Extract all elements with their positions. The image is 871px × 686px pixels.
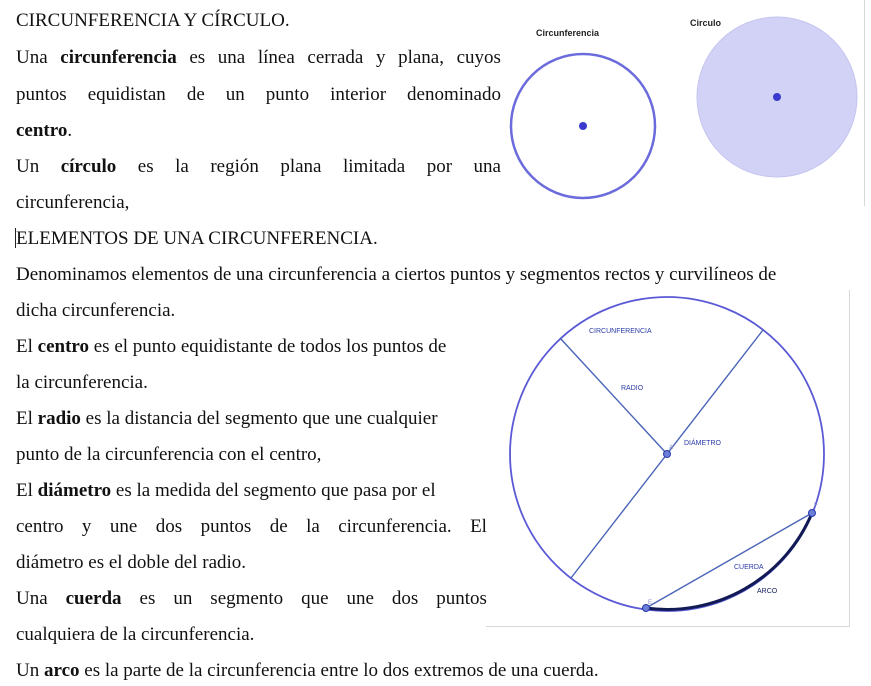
page-title: CIRCUNFERENCIA Y CÍRCULO. (16, 10, 290, 31)
cuerda-line-1: Una cuerda es un segmento que une dos puntos (16, 588, 487, 609)
label-circunferencia-2: CIRCUNFERENCIA (589, 328, 652, 335)
intro-line-4: Un círculo es la región plana limitada por una (16, 156, 501, 177)
arco-line-1: Un arco es la parte de la circunferencia entre lo dos extremos de una cuerda. (16, 660, 599, 681)
term-circunferencia: circunferencia (60, 47, 177, 68)
radio-line-1: El radio es la distancia del segmento que une cualquier (16, 408, 438, 429)
label-radio: RADIO (621, 385, 644, 392)
intro-line-1: Una circunferencia es una línea cerrada y plana, cuyos (16, 47, 501, 68)
label-circulo: Circulo (690, 18, 722, 28)
term-diametro: diámetro (37, 480, 112, 501)
intro-line-2: puntos equidistan de un punto interior denominado (16, 84, 501, 105)
radio-line-2: punto de la circunferencia con el centro, (16, 444, 322, 465)
cuerda-line-2: cualquiera de la circunferencia. (16, 624, 255, 645)
radio-segment (560, 338, 667, 454)
label-arco: ARCO (757, 588, 778, 595)
label-diametro: DIÁMETRO (684, 440, 721, 447)
centro-point-2 (664, 451, 671, 458)
term-circulo: círculo (60, 156, 117, 177)
elements-intro-line-1: Denominamos elementos de una circunferencia a ciertos puntos y segmentos rectos y curvilíneos de (16, 264, 777, 285)
centro-line-1: El centro es el punto equidistante de todos los puntos de (16, 336, 447, 357)
term-radio: radio (37, 408, 81, 429)
label-cuerda: CUERDA (734, 564, 764, 571)
diametro-line-1: El diámetro es la medida del segmento que pasa por el (16, 480, 436, 501)
label-point-e: E (648, 600, 653, 606)
label-circunferencia: Circunferencia (536, 28, 600, 38)
term-arco: arco (43, 660, 80, 681)
term-cuerda: cuerda (65, 588, 122, 609)
term-centro-2: centro (37, 336, 89, 357)
diametro-line-2: centro y une dos puntos de la circunferencia. El (16, 516, 487, 537)
centro-line-2: la circunferencia. (16, 372, 148, 393)
diametro-line-3: diámetro es el doble del radio. (16, 552, 247, 573)
intro-line-3: centro. (16, 120, 73, 141)
cuerda-segment (646, 513, 812, 608)
section-title: ELEMENTOS DE UNA CIRCUNFERENCIA. (16, 228, 378, 249)
intro-line-5: circunferencia, (16, 192, 130, 213)
point-f (809, 510, 816, 517)
label-point-f: F (814, 503, 818, 509)
elements-intro-line-2: dicha circunferencia. (16, 300, 176, 321)
term-centro: centro (16, 120, 68, 141)
label-point-center: A (669, 445, 674, 451)
